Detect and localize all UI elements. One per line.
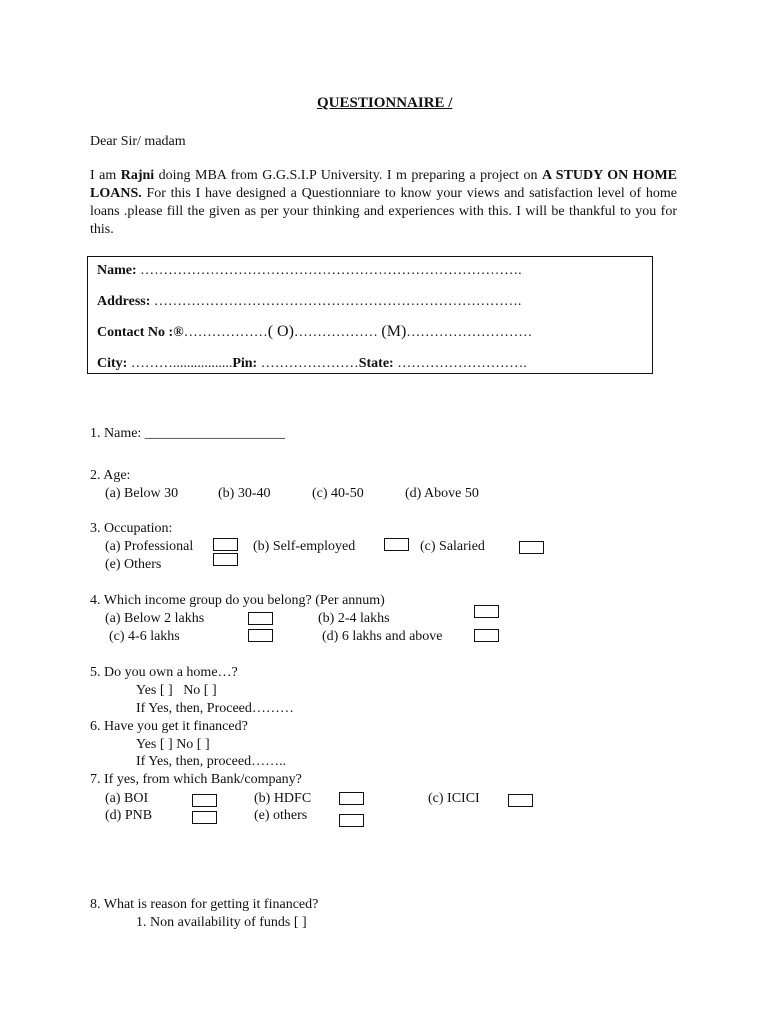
- intro-paragraph: I am Rajni doing MBA from G.G.S.I.P University. I m preparing a project on A STUDY ON HOME LOANS. For this I have designed a Questionniare to know your views and satisfaction level of home loans .please fill the given as per your thinking and experiences with this. I will be thankful to you for this.: [90, 168, 678, 237]
- q4-checkbox-c[interactable]: [248, 629, 273, 642]
- q2-option-c[interactable]: (c) 40-50: [312, 486, 364, 501]
- q5-answer[interactable]: Yes [ ] No [ ]: [136, 683, 217, 698]
- q8-question: 8. What is reason for getting it financed?: [90, 897, 319, 912]
- salutation: Dear Sir/ madam: [90, 134, 186, 149]
- contact-details-box: [87, 256, 653, 374]
- q7-checkbox-d[interactable]: [192, 811, 217, 824]
- q7-option-b: (b) HDFC: [254, 791, 312, 806]
- q3-option-c: (c) Salaried: [420, 539, 485, 554]
- q3-option-a: (a) Professional: [105, 539, 194, 554]
- q2-question: 2. Age:: [90, 468, 131, 483]
- q3-option-b: (b) Self-employed: [253, 539, 356, 554]
- q7-checkbox-e[interactable]: [339, 814, 364, 827]
- author-name: Rajni: [120, 168, 155, 183]
- q3-checkbox-a[interactable]: [213, 538, 238, 551]
- q7-option-e: (e) others: [254, 808, 308, 823]
- q3-option-e: (e) Others: [105, 557, 162, 572]
- q4-checkbox-a[interactable]: [248, 612, 273, 625]
- q7-checkbox-c[interactable]: [508, 794, 533, 807]
- q7-option-a: (a) BOI: [105, 791, 149, 806]
- city-pin-state-field[interactable]: City: ……….................Pin: …………………State: ……………………….: [97, 356, 527, 371]
- q7-question: 7. If yes, from which Bank/company?: [90, 772, 302, 787]
- q8-item-1[interactable]: 1. Non availability of funds [ ]: [136, 915, 307, 930]
- q3-checkbox-c[interactable]: [519, 541, 544, 554]
- address-field[interactable]: Address: …………………………………………………………………….: [97, 294, 522, 309]
- q4-option-b: (b) 2-4 lakhs: [318, 611, 390, 626]
- q2-option-b[interactable]: (b) 30-40: [218, 486, 271, 501]
- q7-option-c: (c) ICICI: [428, 791, 480, 806]
- q4-option-d: (d) 6 lakhs and above: [322, 629, 443, 644]
- q6-answer[interactable]: Yes [ ] No [ ]: [136, 737, 210, 752]
- q3-question: 3. Occupation:: [90, 521, 173, 536]
- q1-name[interactable]: 1. Name: ____________________: [90, 426, 285, 441]
- q2-option-d[interactable]: (d) Above 50: [405, 486, 479, 501]
- q2-option-a[interactable]: (a) Below 30: [105, 486, 179, 501]
- q7-checkbox-b[interactable]: [339, 792, 364, 805]
- page-title: QUESTIONNAIRE /: [317, 95, 453, 111]
- q7-option-d: (d) PNB: [105, 808, 153, 823]
- project-topic: A STUDY ON HOME LOANS.: [90, 168, 678, 201]
- name-field[interactable]: Name: ……………………………………………………………………….: [97, 263, 522, 278]
- q4-question: 4. Which income group do you belong? (Per annum): [90, 593, 385, 608]
- q7-checkbox-a[interactable]: [192, 794, 217, 807]
- q6-followup: If Yes, then, proceed……..: [136, 754, 287, 769]
- q3-checkbox-b[interactable]: [384, 538, 409, 551]
- q4-checkbox-d[interactable]: [474, 629, 499, 642]
- q3-checkbox-e[interactable]: [213, 553, 238, 566]
- q5-followup: If Yes, then, Proceed………: [136, 701, 294, 716]
- q4-checkbox-b[interactable]: [474, 605, 499, 618]
- q6-question: 6. Have you get it financed?: [90, 719, 248, 734]
- q4-option-c: (c) 4-6 lakhs: [109, 629, 180, 644]
- q4-option-a: (a) Below 2 lakhs: [105, 611, 205, 626]
- contact-number-field[interactable]: Contact No :®………………( O)……………… (M)………………………: [97, 323, 533, 340]
- q5-question: 5. Do you own a home…?: [90, 665, 238, 680]
